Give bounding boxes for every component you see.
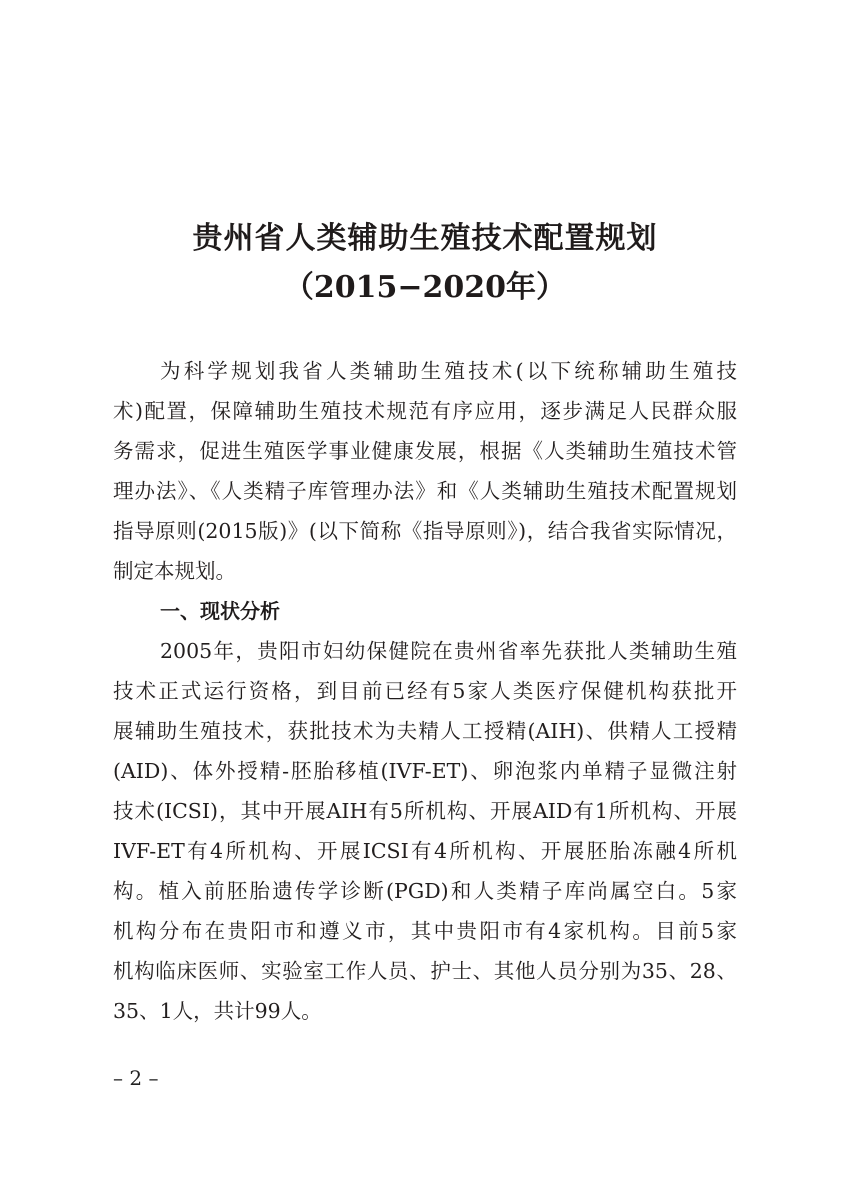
paragraph-line: 展辅助生殖技术，获批技术为夫精人工授精(AIH)、供精人工授精 bbox=[113, 719, 737, 743]
paragraph-line: 机构分布在贵阳市和遵义市，其中贵阳市有4家机构。目前5家 bbox=[113, 919, 737, 943]
document-title: 贵州省人类辅助生殖技术配置规划 bbox=[192, 221, 658, 256]
paragraph-line: 术)配置，保障辅助生殖技术规范有序应用，逐步满足人民群众服 bbox=[113, 399, 737, 423]
paragraph-line: 制定本规划。 bbox=[113, 559, 236, 583]
paragraph-line: (AID)、体外授精-胚胎移植(IVF-ET)、卵泡浆内单精子显微注射 bbox=[113, 759, 737, 783]
document-subtitle: （2015−2020年） bbox=[283, 270, 567, 305]
paragraph-line: 机构临床医师、实验室工作人员、护士、其他人员分别为35、28、 bbox=[113, 959, 737, 983]
document-body bbox=[113, 351, 737, 1051]
paragraph-line: 务需求，促进生殖医学事业健康发展，根据《人类辅助生殖技术管 bbox=[113, 439, 737, 463]
paragraph-line: 技术正式运行资格，到目前已经有5家人类医疗保健机构获批开 bbox=[113, 679, 737, 703]
paragraph-line: IVF-ET有4所机构、开展ICSI有4所机构、开展胚胎冻融4所机 bbox=[113, 839, 737, 863]
paragraph-line: 理办法》、《人类精子库管理办法》和《人类辅助生殖技术配置规划 bbox=[113, 479, 737, 503]
paragraph-line: 构。植入前胚胎遗传学诊断(PGD)和人类精子库尚属空白。5家 bbox=[113, 879, 737, 903]
paragraph-line: 为科学规划我省人类辅助生殖技术(以下统称辅助生殖技 bbox=[160, 359, 737, 383]
section-heading: 一、现状分析 bbox=[160, 599, 280, 623]
page-number: – 2 – bbox=[113, 1066, 159, 1090]
paragraph-line: 2005年，贵阳市妇幼保健院在贵州省率先获批人类辅助生殖 bbox=[160, 639, 737, 663]
paragraph-line: 35、1人，共计99人。 bbox=[113, 999, 322, 1023]
paragraph-line: 指导原则(2015版)》(以下简称《指导原则》)，结合我省实际情况， bbox=[113, 519, 737, 543]
paragraph-line: 技术(ICSI)，其中开展AIH有5所机构、开展AID有1所机构、开展 bbox=[113, 799, 737, 823]
